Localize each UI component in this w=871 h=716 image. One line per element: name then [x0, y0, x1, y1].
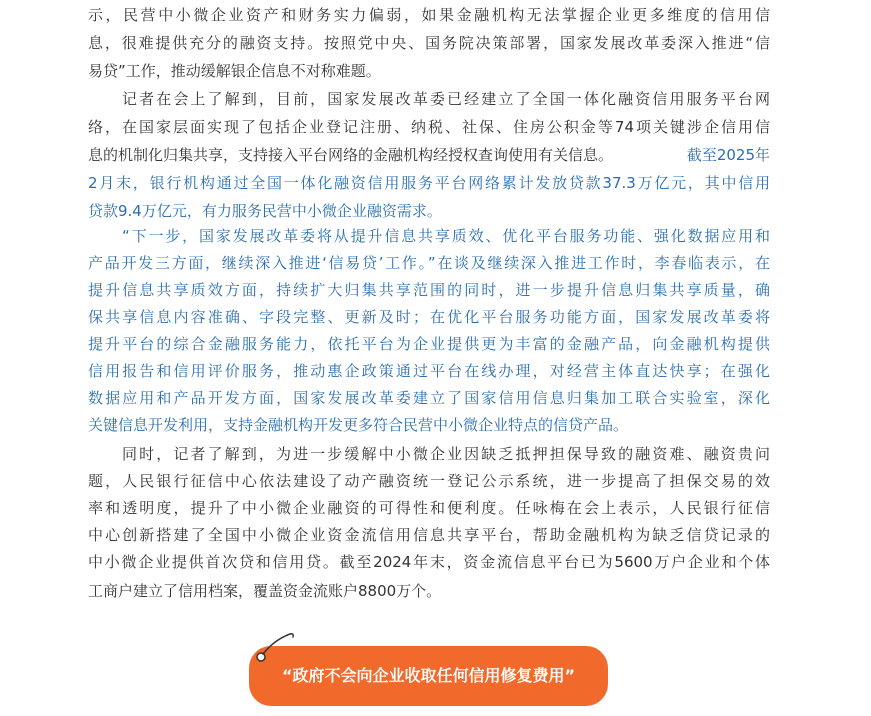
paragraph-3-line-1: “下一步，国家发展改革委将从提升信息共享质效、优化平台服务功能、强化数据应用和 — [122, 227, 770, 245]
paragraph-3-line-4: 保共享信息内容准确、字段完整、更新及时；在优化平台服务功能方面，国家发展改革委将 — [88, 308, 770, 326]
paragraph-4-line-3: 率和透明度，提升了中小微企业融资的可得性和便利度。任咏梅在会上表示，人民银行征信 — [88, 499, 770, 517]
paragraph-3-line-2: 产品开发三方面，继续深入推进‘信易贷’工作。”在谈及继续深入推进工作时，李春临表示，在 — [88, 254, 770, 272]
paragraph-3-line-8: 关键信息开发利用，支持金融机构开发更多符合民营中小微企业特点的信贷产品。 — [88, 416, 629, 434]
paragraph-4-line-6: 工商户建立了信用档案，覆盖资金流账户8800万个。 — [88, 582, 442, 600]
paragraph-3-line-3: 提升信息共享质效方面，持续扩大归集共享范围的同时，进一步提升信息归集共享质量，确 — [88, 281, 770, 299]
paragraph-1-line-1: 示，民营中小微企业资产和财务实力偏弱，如果金融机构无法掌握企业更多维度的信用信 — [88, 6, 770, 24]
paragraph-4-line-4: 中心创新搭建了全国中小微企业资金流信用信息共享平台，帮助金融机构为缺乏信贷记录的 — [88, 526, 770, 544]
paragraph-2-line-1: 记者在会上了解到，目前，国家发展改革委已经建立了全国一体化融资信用服务平台网 — [122, 90, 770, 108]
quote-banner — [249, 646, 608, 706]
paragraph-3-line-6: 信用报告和信用评价服务，推动惠企政策通过平台在线办理，对经营主体直达快享；在强化 — [88, 362, 770, 380]
paragraph-2-highlight-start: 截至2025年 — [686, 146, 770, 164]
paragraph-3-line-5: 提升平台的综合金融服务能力，依托平台为企业提供更为丰富的金融产品，向金融机构提供 — [88, 335, 770, 353]
paragraph-4-line-1: 同时，记者了解到，为进一步缓解中小微企业因缺乏抵押担保导致的融资难、融资贵问 — [122, 445, 770, 463]
paragraph-2-line-4: 2月末，银行机构通过全国一体化融资信用服务平台网络累计发放贷款37.3万亿元，其中信用 — [88, 174, 770, 192]
quote-banner-text: “政府不会向企业收取任何信用修复费用” — [281, 666, 576, 685]
hook-icon — [250, 630, 298, 670]
paragraph-2-line-3 — [88, 142, 770, 168]
paragraph-1-line-3: 易贷”工作，推动缓解银企信息不对称难题。 — [88, 62, 381, 80]
paragraph-4-line-5: 中小微企业提供首次贷和信用贷。截至2024年末，资金流信息平台已为5600万户企业和个体 — [88, 553, 770, 571]
paragraph-1-line-2: 息，很难提供充分的融资支持。按照党中央、国务院决策部署，国家发展改革委深入推进“信 — [88, 34, 770, 52]
paragraph-4-line-2: 题，人民银行征信中心依法建设了动产融资统一登记公示系统，进一步提高了担保交易的效 — [88, 472, 770, 490]
paragraph-2-line-3-text: 息的机制化归集共享，支持接入平台网络的金融机构经授权查询使用有关信息。 — [88, 146, 614, 164]
paragraph-3-line-7: 数据应用和产品开发方面，国家发展改革委建立了国家信用信息归集加工联合实验室，深化 — [88, 389, 770, 407]
paragraph-2-line-5: 贷款9.4万亿元，有力服务民营中小微企业融资需求。 — [88, 202, 442, 220]
paragraph-2-line-2: 络，在国家层面实现了包括企业登记注册、纳税、社保、住房公积金等74项关键涉企信用信 — [88, 118, 770, 136]
